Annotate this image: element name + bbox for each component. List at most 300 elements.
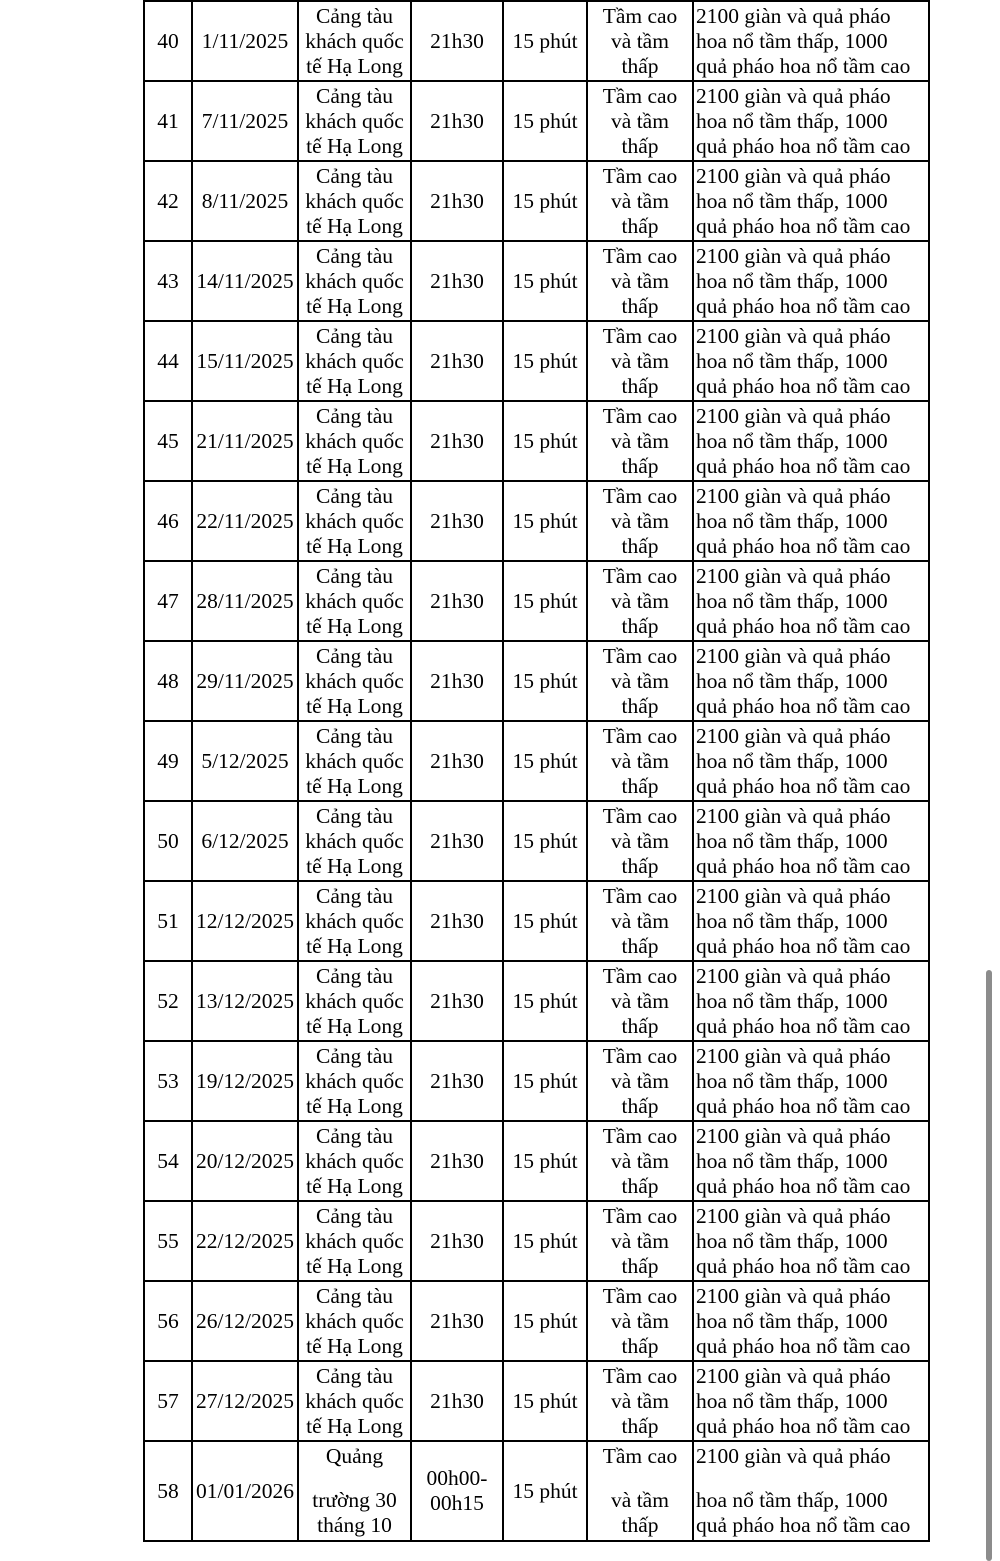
time-line: 21h30 xyxy=(430,1068,484,1093)
quantity-line: hoa nổ tầm thấp, 1000 xyxy=(696,588,888,613)
quantity-cell xyxy=(693,1041,929,1121)
location-line: Cảng tàu xyxy=(315,243,394,268)
quantity-line: hoa nổ tầm thấp, 1000 xyxy=(696,1068,888,1093)
date-cell: 19/12/2025 xyxy=(192,1041,298,1121)
location-line: khách quốc xyxy=(305,828,404,853)
altitude-line: và tầm xyxy=(611,268,669,293)
date-cell: 27/12/2025 xyxy=(192,1361,298,1441)
altitude-line: và tầm xyxy=(611,508,669,533)
quantity-line: 2100 giàn và quả pháo xyxy=(696,963,891,988)
quantity-line: 2100 giàn và quả pháo xyxy=(696,1043,891,1068)
table-row xyxy=(144,401,929,481)
altitude-cell xyxy=(587,721,693,801)
altitude-line: và tầm xyxy=(611,1228,669,1253)
duration-cell: 15 phút xyxy=(503,1201,587,1281)
row-number-cell: 51 xyxy=(144,881,192,961)
date-cell: 7/11/2025 xyxy=(192,81,298,161)
quantity-line: hoa nổ tầm thấp, 1000 xyxy=(696,268,888,293)
row-number-cell: 58 xyxy=(144,1441,192,1541)
location-line: khách quốc xyxy=(305,1148,404,1173)
date-cell: 5/12/2025 xyxy=(192,721,298,801)
line-gap xyxy=(696,1469,926,1488)
time-cell xyxy=(411,1281,503,1361)
altitude-cell xyxy=(587,401,693,481)
location-cell xyxy=(298,1,411,81)
altitude-line: Tầm cao xyxy=(602,403,678,428)
time-line: 21h30 xyxy=(430,28,484,53)
location-line: tế Hạ Long xyxy=(306,1173,403,1198)
location-line: khách quốc xyxy=(305,1068,404,1093)
location-line: Cảng tàu xyxy=(315,963,394,988)
time-cell xyxy=(411,881,503,961)
quantity-line: quả pháo hoa nổ tầm cao xyxy=(696,533,911,558)
duration-cell: 15 phút xyxy=(503,241,587,321)
quantity-cell xyxy=(693,561,929,641)
location-cell xyxy=(298,641,411,721)
time-line: 21h30 xyxy=(430,188,484,213)
table-row xyxy=(144,1121,929,1201)
duration-cell: 15 phút xyxy=(503,1361,587,1441)
quantity-cell xyxy=(693,1121,929,1201)
quantity-line: quả pháo hoa nổ tầm cao xyxy=(696,373,911,398)
table-row xyxy=(144,721,929,801)
location-cell xyxy=(298,1441,411,1541)
location-line: tế Hạ Long xyxy=(306,1093,403,1118)
location-line: tế Hạ Long xyxy=(306,133,403,158)
quantity-line: hoa nổ tầm thấp, 1000 xyxy=(696,668,888,693)
quantity-cell xyxy=(693,801,929,881)
table-row xyxy=(144,561,929,641)
date-cell: 28/11/2025 xyxy=(192,561,298,641)
quantity-line: quả pháo hoa nổ tầm cao xyxy=(696,1413,911,1438)
quantity-cell xyxy=(693,241,929,321)
row-number-cell: 47 xyxy=(144,561,192,641)
quantity-line: 2100 giàn và quả pháo xyxy=(696,163,891,188)
altitude-line: Tầm cao xyxy=(602,243,678,268)
location-line: khách quốc xyxy=(305,108,404,133)
date-cell: 1/11/2025 xyxy=(192,1,298,81)
altitude-line: Tầm cao xyxy=(602,323,678,348)
altitude-cell xyxy=(587,481,693,561)
altitude-line: Tầm cao xyxy=(602,83,678,108)
quantity-line: hoa nổ tầm thấp, 1000 xyxy=(696,1228,888,1253)
date-cell: 20/12/2025 xyxy=(192,1121,298,1201)
location-line: Cảng tàu xyxy=(315,1123,394,1148)
date-cell: 29/11/2025 xyxy=(192,641,298,721)
altitude-line: Tầm cao xyxy=(602,1043,678,1068)
duration-cell: 15 phút xyxy=(503,641,587,721)
time-line: 21h30 xyxy=(430,1308,484,1333)
time-line: 21h30 xyxy=(430,1228,484,1253)
quantity-line: 2100 giàn và quả pháo xyxy=(696,243,891,268)
location-cell xyxy=(298,241,411,321)
date-cell: 15/11/2025 xyxy=(192,321,298,401)
altitude-line: thấp xyxy=(621,53,659,78)
quantity-line: 2100 giàn và quả pháo xyxy=(696,883,891,908)
location-line: khách quốc xyxy=(305,1308,404,1333)
quantity-line: quả pháo hoa nổ tầm cao xyxy=(696,1333,911,1358)
time-cell xyxy=(411,1121,503,1201)
quantity-line: quả pháo hoa nổ tầm cao xyxy=(696,693,911,718)
quantity-line: quả pháo hoa nổ tầm cao xyxy=(696,133,911,158)
time-line: 21h30 xyxy=(430,108,484,133)
table-row xyxy=(144,801,929,881)
date-cell: 22/12/2025 xyxy=(192,1201,298,1281)
altitude-line: thấp xyxy=(621,293,659,318)
table-row xyxy=(144,1441,929,1541)
table-row xyxy=(144,241,929,321)
time-cell xyxy=(411,161,503,241)
location-line: khách quốc xyxy=(305,668,404,693)
location-cell xyxy=(298,1201,411,1281)
date-cell: 21/11/2025 xyxy=(192,401,298,481)
quantity-line: hoa nổ tầm thấp, 1000 xyxy=(696,1388,888,1413)
duration-cell: 15 phút xyxy=(503,321,587,401)
location-cell xyxy=(298,1121,411,1201)
location-cell xyxy=(298,1281,411,1361)
date-cell: 01/01/2026 xyxy=(192,1441,298,1541)
quantity-line: quả pháo hoa nổ tầm cao xyxy=(696,1173,911,1198)
altitude-cell xyxy=(587,961,693,1041)
quantity-line: hoa nổ tầm thấp, 1000 xyxy=(696,108,888,133)
altitude-cell xyxy=(587,1121,693,1201)
quantity-line: hoa nổ tầm thấp, 1000 xyxy=(696,188,888,213)
location-line: tế Hạ Long xyxy=(306,1333,403,1358)
location-line: tế Hạ Long xyxy=(306,933,403,958)
time-cell xyxy=(411,81,503,161)
duration-cell: 15 phút xyxy=(503,481,587,561)
altitude-cell xyxy=(587,1201,693,1281)
location-line: khách quốc xyxy=(305,428,404,453)
table-row xyxy=(144,1,929,81)
row-number-cell: 41 xyxy=(144,81,192,161)
location-line: khách quốc xyxy=(305,28,404,53)
location-line: trường 30 xyxy=(312,1488,397,1512)
location-line: tế Hạ Long xyxy=(306,293,403,318)
altitude-line: và tầm xyxy=(611,108,669,133)
altitude-line: và tầm xyxy=(611,988,669,1013)
altitude-line: thấp xyxy=(621,1093,659,1118)
duration-cell: 15 phút xyxy=(503,401,587,481)
altitude-line: Tầm cao xyxy=(602,1363,678,1388)
duration-cell: 15 phút xyxy=(503,1,587,81)
quantity-line: quả pháo hoa nổ tầm cao xyxy=(696,53,911,78)
altitude-line: Tầm cao xyxy=(602,883,678,908)
quantity-line: quả pháo hoa nổ tầm cao xyxy=(696,1013,911,1038)
time-cell xyxy=(411,401,503,481)
location-cell xyxy=(298,801,411,881)
altitude-line: Tầm cao xyxy=(602,3,678,28)
time-cell xyxy=(411,801,503,881)
location-line: Cảng tàu xyxy=(315,1203,394,1228)
altitude-line: Tầm cao xyxy=(602,643,678,668)
time-cell xyxy=(411,1,503,81)
table-row xyxy=(144,1041,929,1121)
location-line: khách quốc xyxy=(305,508,404,533)
duration-cell: 15 phút xyxy=(503,1441,587,1541)
altitude-line: thấp xyxy=(621,1513,659,1537)
row-number-cell: 53 xyxy=(144,1041,192,1121)
location-line: khách quốc xyxy=(305,1228,404,1253)
location-line: khách quốc xyxy=(305,988,404,1013)
row-number-cell: 49 xyxy=(144,721,192,801)
quantity-cell xyxy=(693,1361,929,1441)
altitude-line: và tầm xyxy=(611,828,669,853)
location-line: Cảng tàu xyxy=(315,1363,394,1388)
quantity-line: hoa nổ tầm thấp, 1000 xyxy=(696,1148,888,1173)
quantity-line: hoa nổ tầm thấp, 1000 xyxy=(696,748,888,773)
date-cell: 14/11/2025 xyxy=(192,241,298,321)
time-line: 21h30 xyxy=(430,908,484,933)
altitude-line: thấp xyxy=(621,853,659,878)
time-cell xyxy=(411,481,503,561)
table-row xyxy=(144,81,929,161)
altitude-line: thấp xyxy=(621,533,659,558)
location-line: Cảng tàu xyxy=(315,483,394,508)
line-gap xyxy=(590,1469,690,1488)
date-cell: 12/12/2025 xyxy=(192,881,298,961)
location-line: Cảng tàu xyxy=(315,403,394,428)
quantity-line: hoa nổ tầm thấp, 1000 xyxy=(696,828,888,853)
time-line: 21h30 xyxy=(430,1148,484,1173)
location-line: khách quốc xyxy=(305,188,404,213)
altitude-cell xyxy=(587,161,693,241)
vertical-scrollbar[interactable] xyxy=(986,970,992,1561)
altitude-line: và tầm xyxy=(611,188,669,213)
location-line: tế Hạ Long xyxy=(306,773,403,798)
quantity-line: 2100 giàn và quả pháo xyxy=(696,1444,891,1468)
altitude-cell xyxy=(587,321,693,401)
quantity-line: 2100 giàn và quả pháo xyxy=(696,563,891,588)
altitude-cell xyxy=(587,1441,693,1541)
quantity-cell xyxy=(693,1281,929,1361)
time-cell xyxy=(411,1361,503,1441)
altitude-line: Tầm cao xyxy=(602,563,678,588)
altitude-line: thấp xyxy=(621,1253,659,1278)
altitude-line: và tầm xyxy=(611,1388,669,1413)
fireworks-schedule-table xyxy=(143,0,930,1542)
location-cell xyxy=(298,1041,411,1121)
quantity-cell xyxy=(693,881,929,961)
location-line: Quảng xyxy=(325,1444,384,1468)
quantity-line: hoa nổ tầm thấp, 1000 xyxy=(696,1488,888,1512)
date-cell: 22/11/2025 xyxy=(192,481,298,561)
altitude-line: và tầm xyxy=(611,28,669,53)
row-number-cell: 45 xyxy=(144,401,192,481)
quantity-line: hoa nổ tầm thấp, 1000 xyxy=(696,1308,888,1333)
table-row xyxy=(144,321,929,401)
duration-cell: 15 phút xyxy=(503,1281,587,1361)
quantity-line: 2100 giàn và quả pháo xyxy=(696,323,891,348)
location-line: tế Hạ Long xyxy=(306,453,403,478)
quantity-line: hoa nổ tầm thấp, 1000 xyxy=(696,988,888,1013)
altitude-line: thấp xyxy=(621,1413,659,1438)
altitude-line: và tầm xyxy=(611,428,669,453)
altitude-cell xyxy=(587,1361,693,1441)
altitude-line: thấp xyxy=(621,613,659,638)
location-line: Cảng tàu xyxy=(315,563,394,588)
quantity-line: 2100 giàn và quả pháo xyxy=(696,483,891,508)
altitude-line: Tầm cao xyxy=(602,1283,678,1308)
location-line: tế Hạ Long xyxy=(306,693,403,718)
table-row xyxy=(144,481,929,561)
quantity-cell xyxy=(693,961,929,1041)
altitude-line: thấp xyxy=(621,693,659,718)
location-line: khách quốc xyxy=(305,748,404,773)
location-line: Cảng tàu xyxy=(315,1283,394,1308)
quantity-line: quả pháo hoa nổ tầm cao xyxy=(696,293,911,318)
location-line: tháng 10 xyxy=(317,1513,392,1537)
quantity-line: hoa nổ tầm thấp, 1000 xyxy=(696,348,888,373)
quantity-cell xyxy=(693,321,929,401)
altitude-line: thấp xyxy=(621,933,659,958)
altitude-line: và tầm xyxy=(611,1308,669,1333)
altitude-cell xyxy=(587,1,693,81)
row-number-cell: 54 xyxy=(144,1121,192,1201)
altitude-cell xyxy=(587,561,693,641)
duration-cell: 15 phút xyxy=(503,801,587,881)
location-cell xyxy=(298,881,411,961)
quantity-line: 2100 giàn và quả pháo xyxy=(696,1123,891,1148)
quantity-line: 2100 giàn và quả pháo xyxy=(696,3,891,28)
altitude-line: và tầm xyxy=(611,348,669,373)
row-number-cell: 46 xyxy=(144,481,192,561)
quantity-line: 2100 giàn và quả pháo xyxy=(696,83,891,108)
altitude-line: thấp xyxy=(621,133,659,158)
duration-cell: 15 phút xyxy=(503,1121,587,1201)
row-number-cell: 57 xyxy=(144,1361,192,1441)
date-cell: 8/11/2025 xyxy=(192,161,298,241)
quantity-line: 2100 giàn và quả pháo xyxy=(696,403,891,428)
location-line: Cảng tàu xyxy=(315,83,394,108)
altitude-cell xyxy=(587,241,693,321)
location-cell xyxy=(298,1361,411,1441)
quantity-line: hoa nổ tầm thấp, 1000 xyxy=(696,28,888,53)
altitude-line: và tầm xyxy=(611,668,669,693)
location-line: tế Hạ Long xyxy=(306,373,403,398)
location-line: tế Hạ Long xyxy=(306,1413,403,1438)
location-line: Cảng tàu xyxy=(315,163,394,188)
altitude-line: Tầm cao xyxy=(602,1123,678,1148)
table-body xyxy=(144,1,929,1541)
date-cell: 26/12/2025 xyxy=(192,1281,298,1361)
altitude-line: Tầm cao xyxy=(602,803,678,828)
duration-cell: 15 phút xyxy=(503,721,587,801)
quantity-cell xyxy=(693,1201,929,1281)
duration-cell: 15 phút xyxy=(503,881,587,961)
location-line: Cảng tàu xyxy=(315,323,394,348)
time-line: 00h15 xyxy=(430,1491,484,1515)
location-cell xyxy=(298,321,411,401)
location-line: khách quốc xyxy=(305,268,404,293)
altitude-cell xyxy=(587,881,693,961)
time-line: 21h30 xyxy=(430,748,484,773)
altitude-line: thấp xyxy=(621,1333,659,1358)
quantity-line: quả pháo hoa nổ tầm cao xyxy=(696,773,911,798)
quantity-line: hoa nổ tầm thấp, 1000 xyxy=(696,908,888,933)
line-gap xyxy=(301,1469,408,1488)
quantity-line: hoa nổ tầm thấp, 1000 xyxy=(696,428,888,453)
altitude-line: thấp xyxy=(621,373,659,398)
time-line: 21h30 xyxy=(430,1388,484,1413)
duration-cell: 15 phút xyxy=(503,81,587,161)
altitude-line: Tầm cao xyxy=(602,1444,678,1468)
time-cell xyxy=(411,961,503,1041)
altitude-cell xyxy=(587,801,693,881)
quantity-line: 2100 giàn và quả pháo xyxy=(696,643,891,668)
location-line: Cảng tàu xyxy=(315,803,394,828)
quantity-cell xyxy=(693,1441,929,1541)
time-cell xyxy=(411,321,503,401)
altitude-line: thấp xyxy=(621,453,659,478)
date-cell: 13/12/2025 xyxy=(192,961,298,1041)
quantity-cell xyxy=(693,481,929,561)
location-line: Cảng tàu xyxy=(315,1043,394,1068)
altitude-line: và tầm xyxy=(611,1488,669,1512)
quantity-line: quả pháo hoa nổ tầm cao xyxy=(696,1513,911,1537)
quantity-line: quả pháo hoa nổ tầm cao xyxy=(696,933,911,958)
altitude-line: thấp xyxy=(621,1013,659,1038)
time-line: 21h30 xyxy=(430,268,484,293)
location-line: tế Hạ Long xyxy=(306,213,403,238)
location-cell xyxy=(298,161,411,241)
quantity-line: 2100 giàn và quả pháo xyxy=(696,803,891,828)
location-cell xyxy=(298,721,411,801)
quantity-line: quả pháo hoa nổ tầm cao xyxy=(696,213,911,238)
row-number-cell: 42 xyxy=(144,161,192,241)
altitude-line: và tầm xyxy=(611,588,669,613)
quantity-line: 2100 giàn và quả pháo xyxy=(696,1283,891,1308)
table-row xyxy=(144,161,929,241)
altitude-line: thấp xyxy=(621,773,659,798)
location-cell xyxy=(298,401,411,481)
duration-cell: 15 phút xyxy=(503,161,587,241)
quantity-line: 2100 giàn và quả pháo xyxy=(696,723,891,748)
table-row xyxy=(144,1201,929,1281)
row-number-cell: 43 xyxy=(144,241,192,321)
altitude-cell xyxy=(587,641,693,721)
row-number-cell: 55 xyxy=(144,1201,192,1281)
location-cell xyxy=(298,81,411,161)
location-line: tế Hạ Long xyxy=(306,53,403,78)
time-line: 21h30 xyxy=(430,988,484,1013)
quantity-line: quả pháo hoa nổ tầm cao xyxy=(696,613,911,638)
time-line: 21h30 xyxy=(430,588,484,613)
location-line: tế Hạ Long xyxy=(306,613,403,638)
location-line: khách quốc xyxy=(305,1388,404,1413)
location-cell xyxy=(298,961,411,1041)
duration-cell: 15 phút xyxy=(503,1041,587,1121)
altitude-line: và tầm xyxy=(611,748,669,773)
table-row xyxy=(144,1361,929,1441)
duration-cell: 15 phút xyxy=(503,961,587,1041)
altitude-cell xyxy=(587,1041,693,1121)
time-cell xyxy=(411,561,503,641)
time-cell xyxy=(411,641,503,721)
date-cell: 6/12/2025 xyxy=(192,801,298,881)
table-row xyxy=(144,1281,929,1361)
altitude-cell xyxy=(587,1281,693,1361)
table-row xyxy=(144,961,929,1041)
row-number-cell: 48 xyxy=(144,641,192,721)
altitude-line: và tầm xyxy=(611,1068,669,1093)
quantity-line: quả pháo hoa nổ tầm cao xyxy=(696,1093,911,1118)
location-cell xyxy=(298,481,411,561)
location-line: Cảng tàu xyxy=(315,883,394,908)
location-line: khách quốc xyxy=(305,348,404,373)
time-line: 21h30 xyxy=(430,428,484,453)
row-number-cell: 56 xyxy=(144,1281,192,1361)
